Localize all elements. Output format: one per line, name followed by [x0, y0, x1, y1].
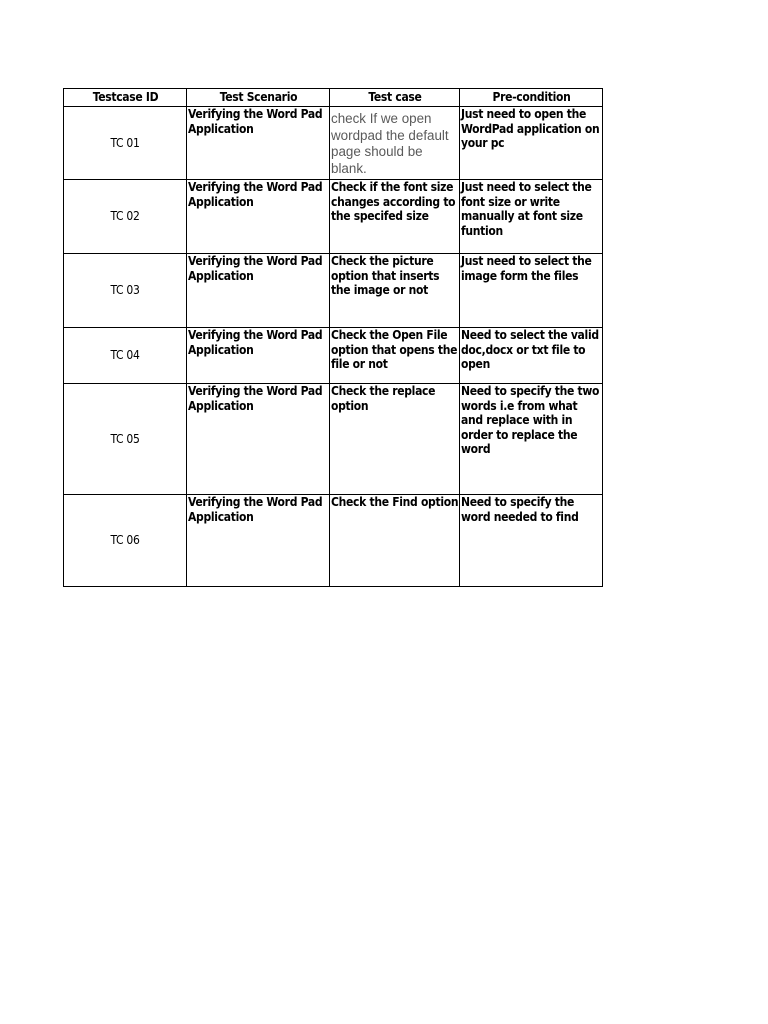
testcase-id-cell: TC 06 — [64, 495, 187, 587]
testcase-id-cell: TC 02 — [64, 180, 187, 254]
table-body — [64, 107, 603, 587]
pre-condition-cell: Just need to select the font size or write manually at font size funtion — [460, 180, 603, 254]
test-case-cell: Check the Find option — [330, 495, 460, 587]
test-scenario-cell: Verifying the Word Pad Application — [187, 328, 330, 384]
test-case-cell: Check the picture option that inserts the image or not — [330, 254, 460, 328]
testcase-id-cell: TC 03 — [64, 254, 187, 328]
header-row — [64, 89, 603, 107]
testcase-table — [63, 88, 603, 587]
table-row — [64, 107, 603, 180]
table-row — [64, 180, 603, 254]
pre-condition-cell: Need to select the valid doc,docx or txt file to open — [460, 328, 603, 384]
testcase-id-cell: TC 01 — [64, 107, 187, 180]
header-test-scenario: Test Scenario — [187, 89, 330, 107]
test-scenario-cell: Verifying the Word Pad Application — [187, 254, 330, 328]
test-scenario-cell: Verifying the Word Pad Application — [187, 107, 330, 180]
test-scenario-cell: Verifying the Word Pad Application — [187, 180, 330, 254]
test-case-cell: Check the replace option — [330, 384, 460, 495]
table-header — [64, 89, 603, 107]
pre-condition-cell: Just need to open the WordPad application on your pc — [460, 107, 603, 180]
table-row — [64, 384, 603, 495]
testcase-id-cell: TC 05 — [64, 384, 187, 495]
test-scenario-cell: Verifying the Word Pad Application — [187, 495, 330, 587]
header-test-case: Test case — [330, 89, 460, 107]
table-row — [64, 495, 603, 587]
test-scenario-cell: Verifying the Word Pad Application — [187, 384, 330, 495]
test-case-cell: check If we open wordpad the default page should be blank. — [330, 107, 460, 180]
table-row — [64, 254, 603, 328]
header-pre-condition: Pre-condition — [460, 89, 603, 107]
testcase-id-cell: TC 04 — [64, 328, 187, 384]
pre-condition-cell: Need to specify the two words i.e from what and replace with in order to replace the word — [460, 384, 603, 495]
pre-condition-cell: Need to specify the word needed to find — [460, 495, 603, 587]
header-testcase-id: Testcase ID — [64, 89, 187, 107]
pre-condition-cell: Just need to select the image form the files — [460, 254, 603, 328]
table-row — [64, 328, 603, 384]
test-case-cell: Check the Open File option that opens the file or not — [330, 328, 460, 384]
test-case-cell: Check if the font size changes according to the specifed size — [330, 180, 460, 254]
